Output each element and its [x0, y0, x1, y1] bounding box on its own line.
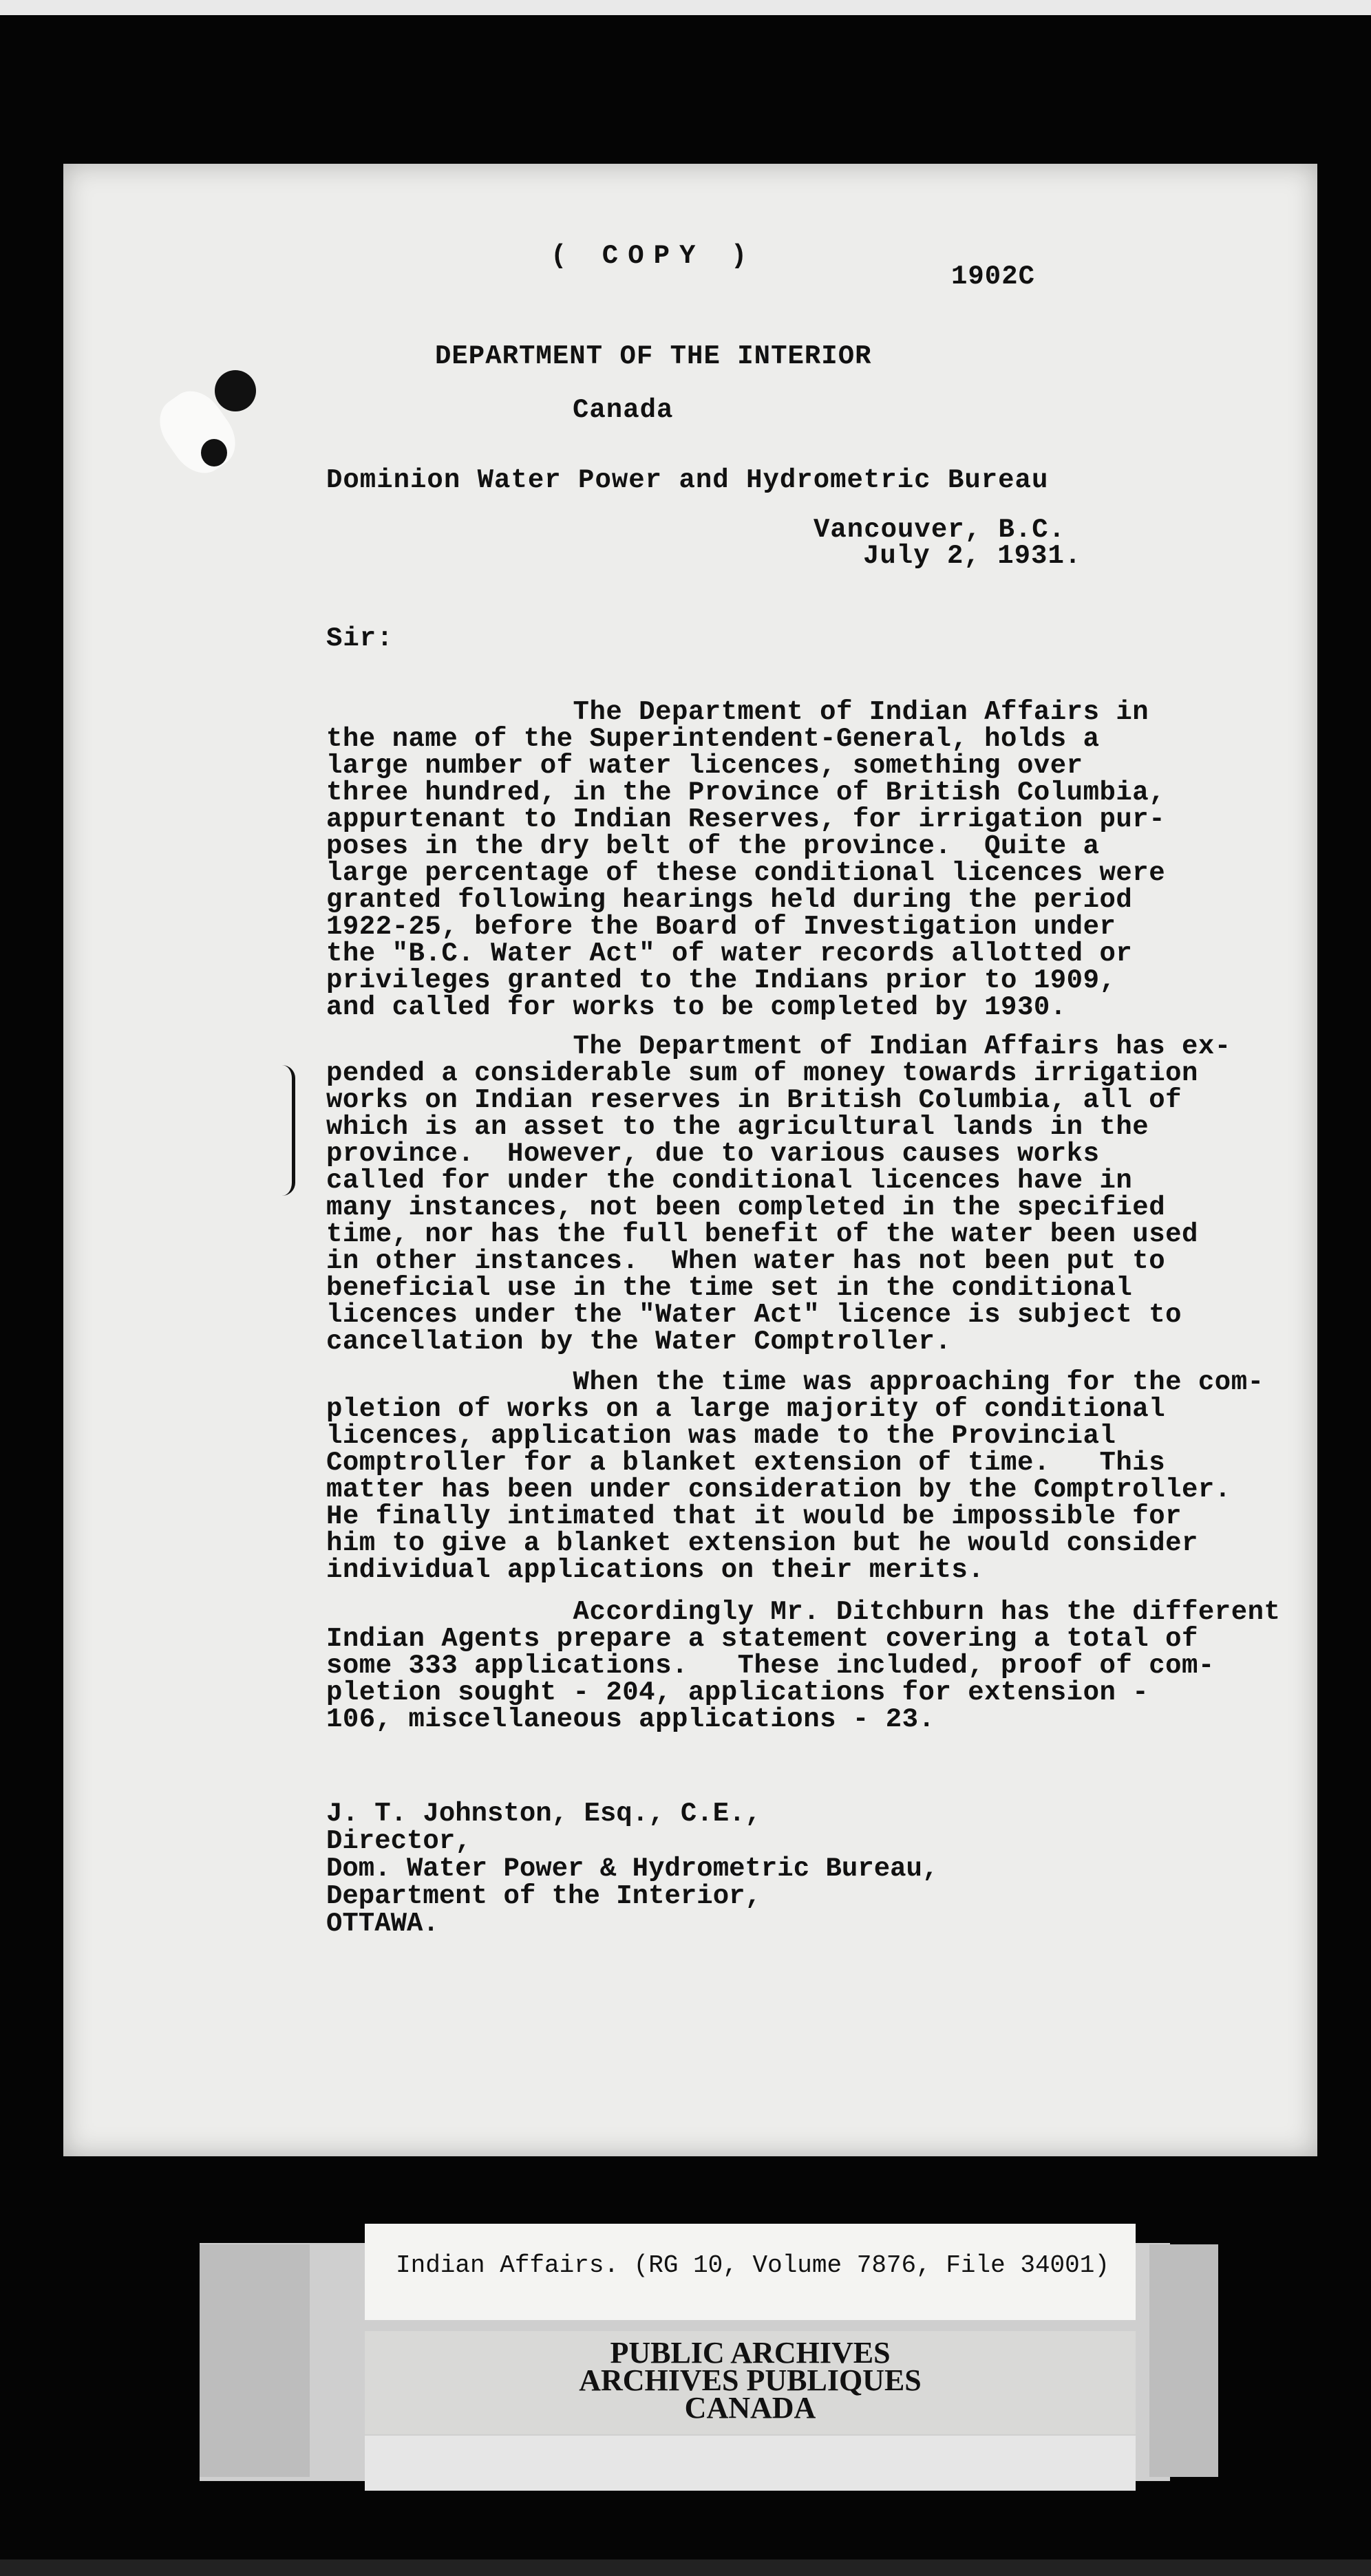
- department-heading: DEPARTMENT OF THE INTERIOR: [435, 341, 872, 372]
- text-line: appurtenant to Indian Reserves, for irrigation pur-: [326, 804, 1166, 835]
- text-line: called for under the conditional licences have in: [326, 1166, 1133, 1196]
- text-line: The Department of Indian Affairs in: [326, 697, 1149, 727]
- ink-blot: [201, 439, 227, 466]
- text-line: Indian Agents prepare a statement covering a total of: [326, 1624, 1198, 1654]
- file-number: 1902C: [951, 261, 1036, 292]
- paragraph-1: [326, 699, 1242, 1021]
- text-line: many instances, not been completed in the specified: [326, 1192, 1166, 1223]
- text-line: licences, application was made to the Provincial: [326, 1421, 1116, 1451]
- text-line: the "B.C. Water Act" of water records allotted or: [326, 938, 1133, 969]
- letter-location: Vancouver, B.C.: [814, 515, 1066, 545]
- text-line: three hundred, in the Province of British Columbia,: [326, 777, 1166, 808]
- text-line: pended a considerable sum of money towards irrigation: [326, 1058, 1198, 1088]
- copy-mark: ( COPY ): [551, 241, 757, 271]
- recipient-address: [326, 1800, 938, 1938]
- ink-blot: [215, 370, 256, 411]
- margin-bracket-mark: [282, 1065, 295, 1196]
- text-line: licences under the "Water Act" licence is subject to: [326, 1300, 1182, 1330]
- text-line: When the time was approaching for the com-: [326, 1367, 1264, 1397]
- text-line: 1922-25, before the Board of Investigation under: [326, 912, 1116, 942]
- address-line: Director,: [326, 1826, 471, 1856]
- text-line: province. However, due to various causes works: [326, 1139, 1100, 1169]
- text-line: large percentage of these conditional licences were: [326, 858, 1166, 888]
- text-line: pletion of works on a large majority of conditional: [326, 1394, 1166, 1424]
- text-line: matter has been under consideration by the Comptroller.: [326, 1474, 1231, 1505]
- archive-name-french: ARCHIVES PUBLIQUES: [579, 2363, 922, 2397]
- text-line: The Department of Indian Affairs has ex-: [326, 1031, 1231, 1062]
- country-heading: Canada: [573, 395, 674, 425]
- text-line: in other instances. When water has not been put to: [326, 1246, 1166, 1276]
- text-line: which is an asset to the agricultural lands in the: [326, 1112, 1149, 1142]
- archive-country: CANADA: [684, 2391, 816, 2425]
- text-line: and called for works to be completed by 1930.: [326, 992, 1067, 1022]
- text-line: He finally intimated that it would be impossible for: [326, 1501, 1182, 1532]
- salutation: Sir:: [326, 623, 394, 654]
- text-line: pletion sought - 204, applications for extension -: [326, 1677, 1149, 1708]
- text-line: the name of the Superintendent-General, holds a: [326, 724, 1100, 754]
- text-line: time, nor has the full benefit of the water been used: [326, 1219, 1198, 1249]
- address-line: Dom. Water Power & Hydrometric Bureau,: [326, 1854, 939, 1884]
- bureau-heading: Dominion Water Power and Hydrometric Bureau: [326, 465, 1049, 495]
- text-line: works on Indian reserves in British Columbia, all of: [326, 1085, 1182, 1115]
- card-strip-end: [1149, 2244, 1218, 2477]
- text-line: 106, miscellaneous applications - 23.: [326, 1704, 935, 1735]
- text-line: privileges granted to the Indians prior to 1909,: [326, 965, 1116, 996]
- letter-date: July 2, 1931.: [863, 541, 1082, 571]
- address-line: J. T. Johnston, Esq., C.E.,: [326, 1799, 761, 1829]
- address-line: Department of the Interior,: [326, 1881, 761, 1911]
- paragraph-2: [326, 1033, 1242, 1355]
- address-line: OTTAWA.: [326, 1909, 439, 1939]
- paragraph-4: [326, 1597, 1281, 1735]
- paragraph-3: [326, 1367, 1264, 1585]
- top-film-edge: [0, 0, 1371, 15]
- archive-card-bottom: [365, 2436, 1136, 2491]
- bottom-film-edge: [0, 2559, 1371, 2576]
- archive-reference-text: Indian Affairs. (RG 10, Volume 7876, File 34001): [396, 2251, 1109, 2279]
- document-page: [63, 164, 1317, 2156]
- text-line: individual applications on their merits.: [326, 1555, 985, 1585]
- text-line: him to give a blanket extension but he would consider: [326, 1528, 1198, 1558]
- text-line: some 333 applications. These included, proof of com-: [326, 1651, 1215, 1681]
- text-line: cancellation by the Water Comptroller.: [326, 1327, 952, 1357]
- archive-name-english: PUBLIC ARCHIVES: [610, 2336, 891, 2370]
- text-line: large number of water licences, something over: [326, 751, 1083, 781]
- text-line: beneficial use in the time set in the conditional: [326, 1273, 1133, 1303]
- archive-stamp: [365, 2331, 1136, 2434]
- text-line: poses in the dry belt of the province. Quite a: [326, 831, 1100, 861]
- card-strip-end: [200, 2244, 310, 2477]
- text-line: Accordingly Mr. Ditchburn has the different: [326, 1597, 1281, 1627]
- text-line: granted following hearings held during the period: [326, 885, 1133, 915]
- text-line: Comptroller for a blanket extension of time. This: [326, 1448, 1166, 1478]
